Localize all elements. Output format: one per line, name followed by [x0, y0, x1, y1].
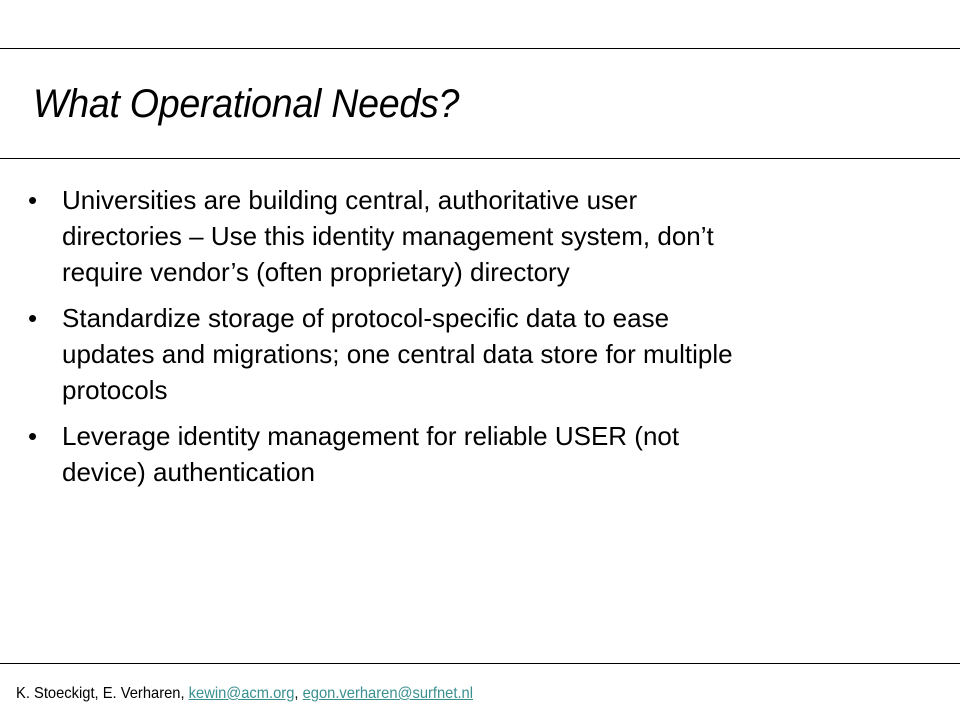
slide-title: What Operational Needs? [33, 82, 460, 126]
email-link-kewin[interactable]: kewin@acm.org [188, 685, 295, 702]
bullet-dot-icon: • [28, 421, 38, 451]
top-rule [0, 48, 960, 49]
bullet-text-line: Standardize storage of protocol-specific data to ease [62, 303, 670, 333]
bullet-text-line: require vendor’s (often proprietary) directory [62, 257, 570, 287]
footer-rule [0, 663, 960, 664]
footer-authors: K. Stoeckigt, E. Verharen, [16, 685, 189, 702]
bullet-text-line: Leverage identity management for reliable USER (not [62, 421, 680, 451]
bullet-item [0, 300, 960, 408]
bullet-text-line: updates and migrations; one central data store for multiple [62, 339, 733, 369]
bullet-item [0, 182, 960, 290]
bullet-list [0, 182, 960, 500]
bullet-text-line: protocols [62, 375, 168, 405]
bullet-text-line: device) authentication [62, 457, 315, 487]
bullet-dot-icon: • [28, 185, 38, 215]
footer-separator: , [294, 685, 303, 702]
footer-credits [16, 684, 473, 704]
bullet-item [0, 418, 960, 490]
bullet-text-line: Universities are building central, authoritative user [62, 185, 638, 215]
bullet-text-line: directories – Use this identity management system, don’t [62, 221, 714, 251]
email-link-egon[interactable]: egon.verharen@surfnet.nl [302, 685, 474, 702]
title-underline-rule [0, 158, 960, 159]
bullet-dot-icon: • [28, 303, 38, 333]
